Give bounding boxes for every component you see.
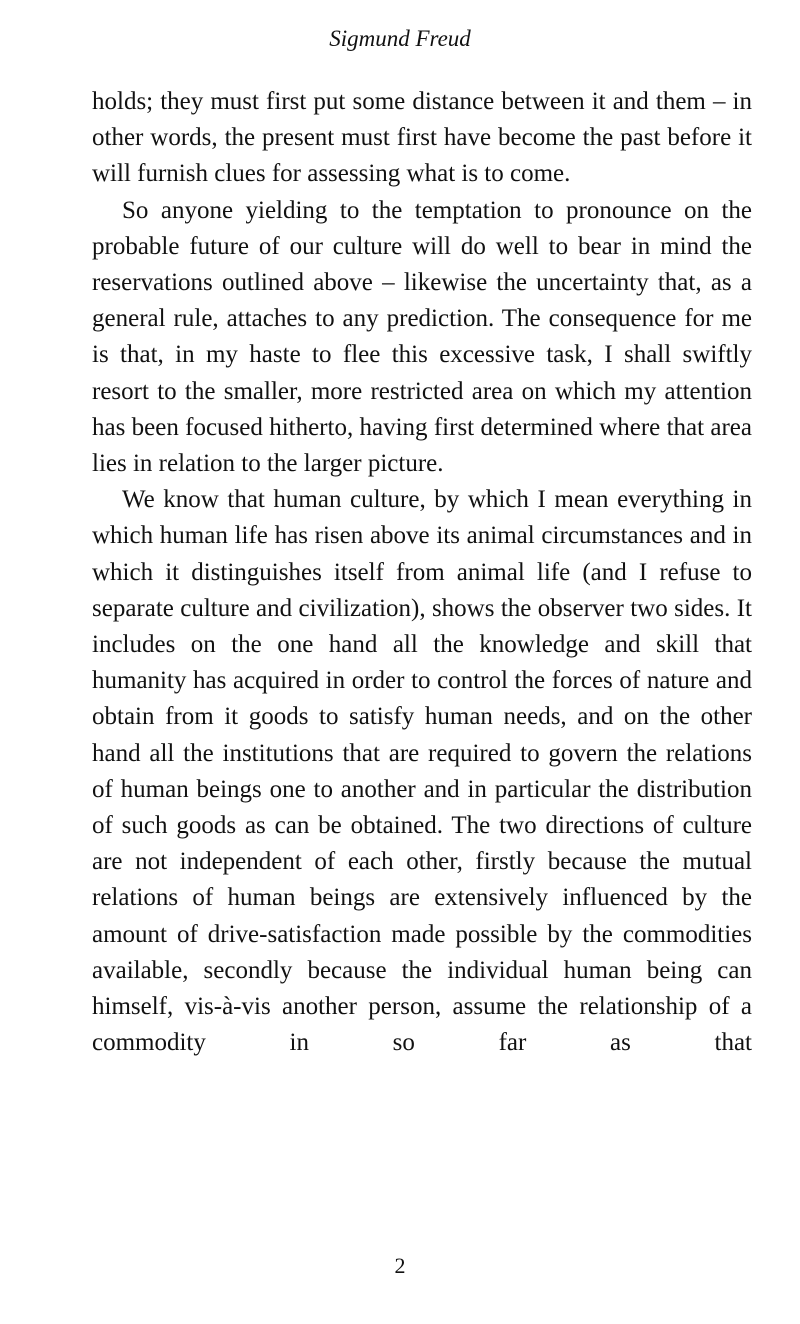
page-number: 2 bbox=[394, 1253, 406, 1278]
paragraph-human-culture: We know that human culture, by which I mean everything in which human life has risen above its animal circumstances and in which it distinguishes itself from animal life (and I refuse to separate culture and civilization), shows the observer two sides. It includes on the one hand all the knowledge and skill that humanity has acquired in order to control the forces of nature and obtain from it goods to satisfy human needs, and on the other hand all the institutions that are required to govern the relations of human beings one to another and in particular the distribution of such goods as can be obtained. The two directions of culture are not independent of each other, firstly because the mutual relations of human beings are extensively influenced by the amount of drive-satisfaction made possible by the commodities available, secondly because the individual human being can himself, vis-à-vis another person, assume the relationship of a commodity in so far as that bbox=[92, 486, 752, 1057]
running-head: Sigmund Freud bbox=[329, 26, 471, 51]
body-text bbox=[92, 84, 752, 1061]
paragraph-future-of-culture: So anyone yielding to the temptation to pronounce on the probable future of our culture will do well to bear in mind the reservations outlined above – likewise the uncertainty that, as a general rule, attaches to any prediction. The consequence for me is that, in my haste to flee this excessive task, I shall swiftly resort to the smaller, more restricted area on which my attention has been focused hitherto, having first determined where that area lies in relation to the larger picture. bbox=[92, 196, 752, 478]
paragraph-continuation: holds; they must first put some distance between it and them – in other words, the present must first have become the past before it will furnish clues for assessing what is to come. bbox=[92, 88, 752, 188]
